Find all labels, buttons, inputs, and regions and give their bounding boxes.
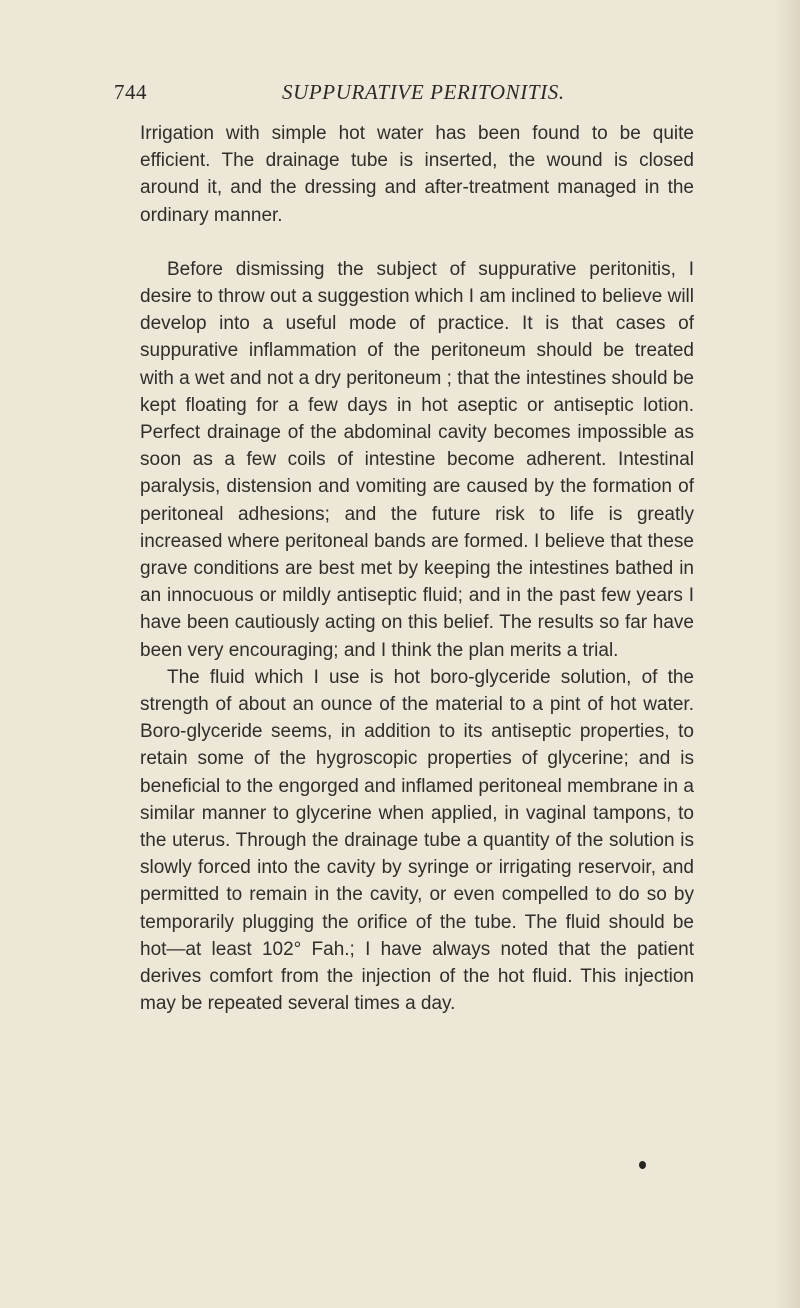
ink-dot-mark <box>639 1161 646 1169</box>
paragraph-irrigation: Irrigation with simple hot water has been found to be quite efficient. The drainage tube is inserted, the wound is closed around it, and the dressing and after-treatment managed in the ordinary manner. <box>140 123 694 226</box>
page-number: 744 <box>114 80 147 104</box>
paragraph-boro-glyceride: The fluid which I use is hot boro-glyceride solution, of the strength of about an ounce of the material to a pint of hot water. Boro-glyceride seems, in addition to its antiseptic properties, to retain some of the hygroscopic properties of glycerine; and is beneficial to the engorged and inflamed peritoneal membrane in a similar manner to glycerine when applied, in vaginal tampons, to the uterus. Through the drainage tube a quantity of the solution is slowly forced into the cavity by syringe or irrigating reservoir, and permitted to remain in the cavity, or even compelled to do so by temporarily plugging the orifice of the tube. The fluid should be hot—at least 102° Fah.; I have always noted that the patient derives comfort from the injection of the hot fluid. This injection may be repeated several times a day. <box>140 666 694 1015</box>
paragraph-suggestion: Before dismissing the subject of suppurative peritonitis, I desire to throw out a suggestion which I am inclined to believe will develop into a useful mode of practice. It is that cases of suppurative inflammation of the peritoneum should be treated with a wet and not a dry peritoneum ; that the intestines should be kept floating for a few days in hot aseptic or antiseptic lotion. Perfect drainage of the abdominal cavity becomes impossible as soon as a few coils of intestine become adherent. Intestinal paralysis, distension and vomiting are caused by the formation of peritoneal adhesions; and the future risk to life is greatly increased where peritoneal bands are formed. I believe that these grave conditions are best met by keeping the intestines bathed in an innocuous or mildly antiseptic fluid; and in the past few years I have been cautiously acting on this belief. The results so far have been very encouraging; and I think the plan merits a trial. <box>140 258 694 661</box>
body-text <box>140 120 694 1018</box>
page-edge-shadow <box>774 0 800 1308</box>
running-head <box>0 80 800 110</box>
running-title: SUPPURATIVE PERITONITIS. <box>282 80 565 104</box>
